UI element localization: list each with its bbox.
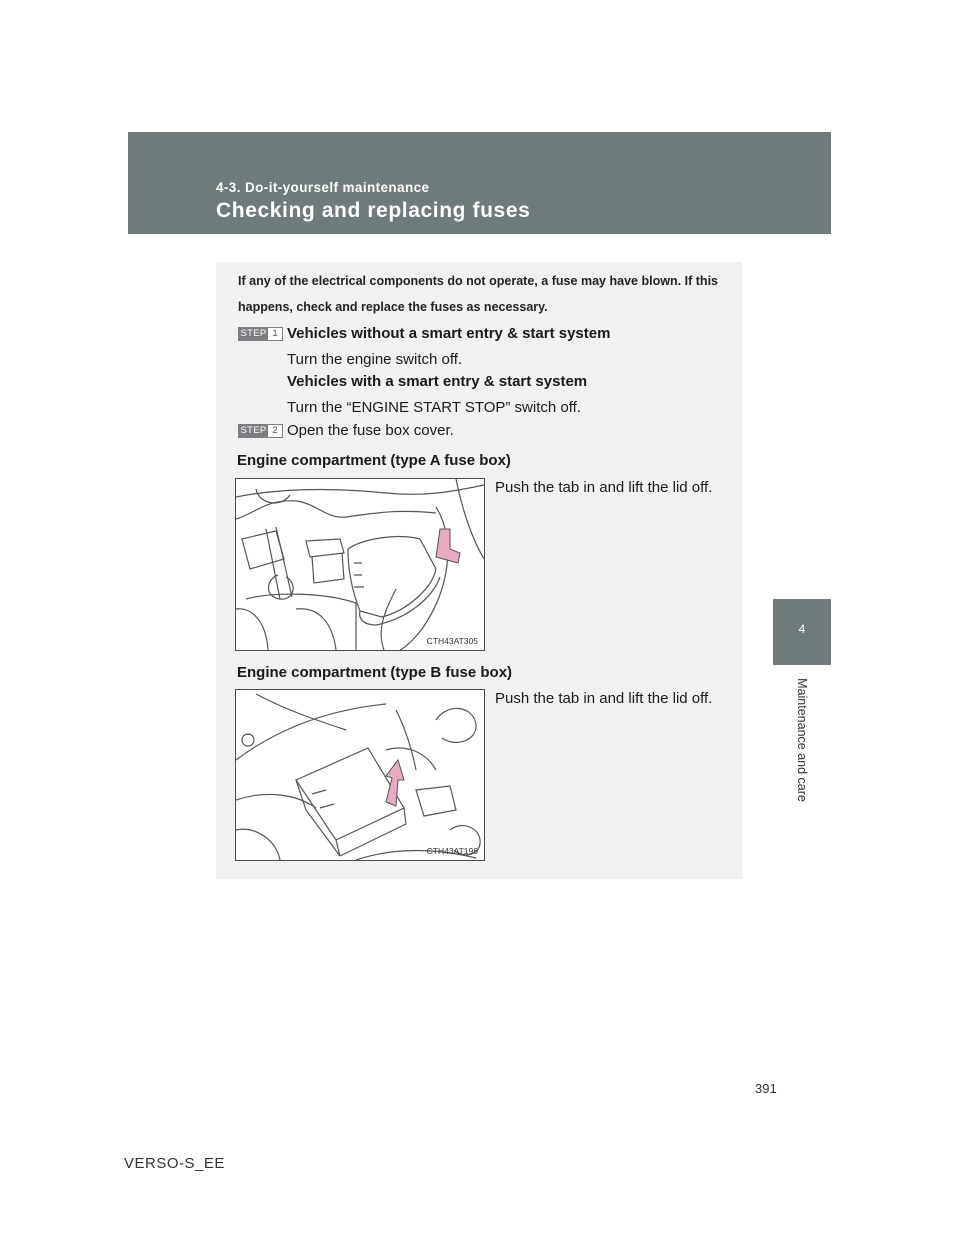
page-title: Checking and replacing fuses xyxy=(216,199,531,222)
page-number: 391 xyxy=(755,1081,777,1096)
step-badge-number: 1 xyxy=(268,328,282,340)
content-box xyxy=(216,262,742,879)
step-badge-word: STEP xyxy=(240,425,267,436)
step-1-badge xyxy=(238,327,283,341)
engine-compartment-b-drawing xyxy=(236,690,484,860)
step-badge-word: STEP xyxy=(240,328,267,339)
section-b-title: Engine compartment (type B fuse box) xyxy=(237,664,513,681)
step-1-heading-a: Vehicles without a smart entry & start system xyxy=(287,325,611,342)
step-1-heading-b: Vehicles with a smart entry & start system xyxy=(287,373,588,390)
step-1-text-a: Turn the engine switch off. xyxy=(287,351,463,368)
section-b-description: Push the tab in and lift the lid off. xyxy=(495,690,713,707)
section-a-title: Engine compartment (type A fuse box) xyxy=(237,452,511,469)
figure-code-a: CTH43AT305 xyxy=(426,636,478,646)
engine-compartment-a-drawing xyxy=(236,479,484,650)
section-a-description: Push the tab in and lift the lid off. xyxy=(495,479,713,496)
model-code: VERSO-S_EE xyxy=(124,1155,225,1172)
step-2-badge xyxy=(238,424,283,438)
fuse-box-a-illustration xyxy=(235,478,485,651)
section-label: 4-3. Do-it-yourself maintenance xyxy=(216,180,430,195)
step-badge-number: 2 xyxy=(268,425,282,437)
step-1-text-b: Turn the “ENGINE START STOP” switch off. xyxy=(287,399,581,416)
chapter-header xyxy=(128,132,831,234)
fuse-box-b-illustration xyxy=(235,689,485,861)
chapter-side-label: Maintenance and care xyxy=(795,678,809,802)
chapter-number: 4 xyxy=(798,622,806,636)
chapter-tab[interactable] xyxy=(773,599,831,665)
intro-text: If any of the electrical components do not operate, a fuse may have blown. If this happens, check and replace the fuses as necessary. xyxy=(238,274,718,314)
step-2-text: Open the fuse box cover. xyxy=(287,422,454,439)
figure-code-b: CTH43AT196 xyxy=(426,846,478,856)
